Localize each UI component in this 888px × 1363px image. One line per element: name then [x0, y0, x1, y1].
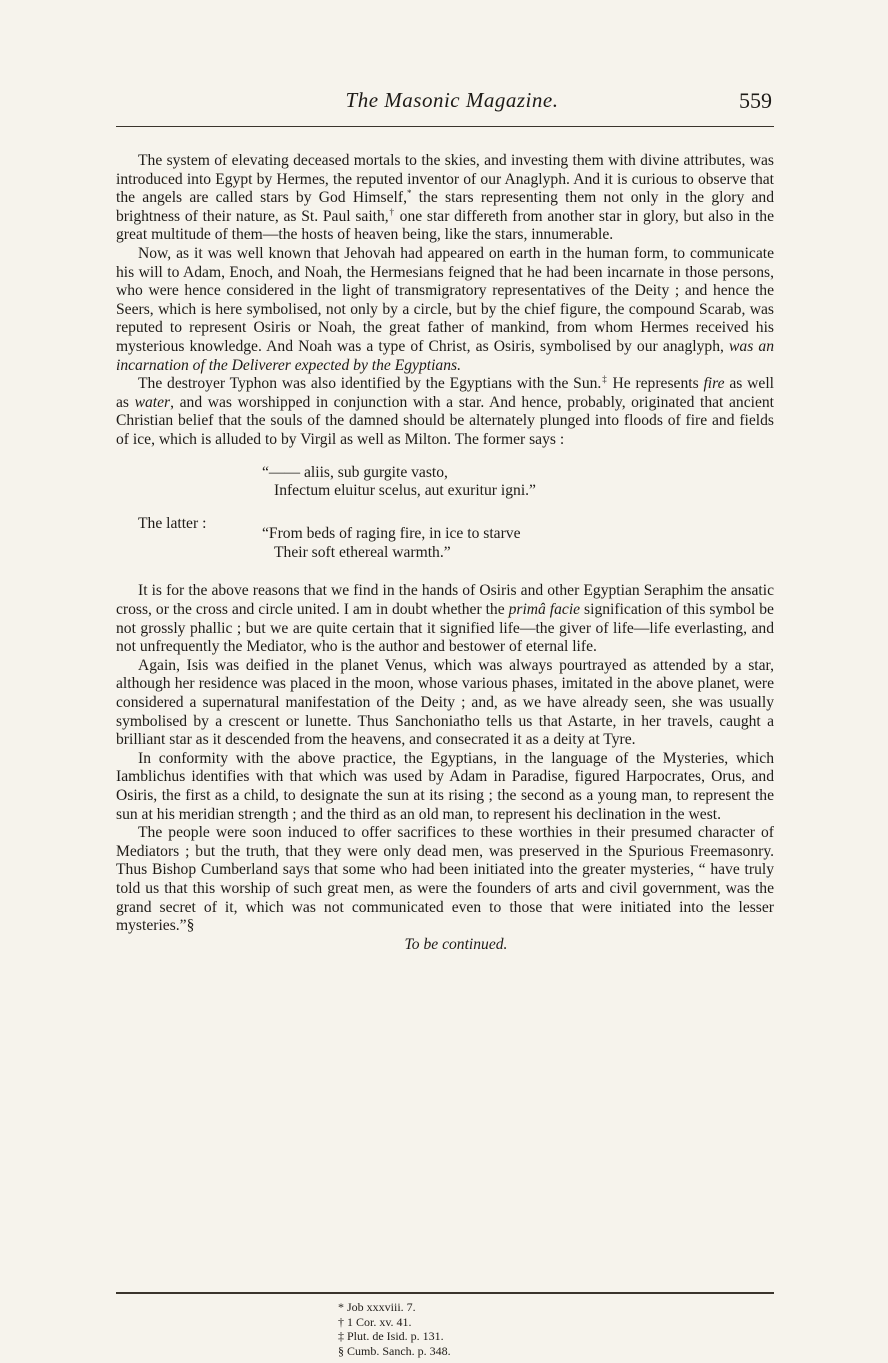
header-rule: [116, 126, 774, 127]
running-header: [112, 88, 772, 118]
footnote: † 1 Cor. xv. 41.: [338, 1314, 412, 1329]
verse-virgil: [262, 464, 774, 501]
footnote-rule: [116, 1292, 774, 1294]
to-be-continued: To be continued.: [404, 935, 508, 953]
footnote-marker: ‡: [601, 373, 608, 384]
paragraph-1: The system of elevating deceased mortals to the skies, and investing them with divine attributes, was introduced into Egypt by Hermes, the reputed inventor of our Anaglyph. And it is curious to observe that the angels are called stars by God Himself,* the stars representing them not only in the glory and brightness of their nature, as St. Paul saith,† one star differeth from another star in glory, but also in the great multitude of them—the hosts of heaven being, like the stars, innumerable.: [116, 152, 774, 244]
verse-milton: [262, 525, 774, 562]
paragraph-7: The people were soon induced to offer sacrifices to these worthies in their presumed character of Mediators ; but the truth, that they were only dead men, was preserved in the Spurious Freemasonry. Thus Bishop Cumberland says that some who had been initiated into the greater mysteries, “ have truly told us that this worship of such great men, as were the founders of arts and civil government, was the grand secret of it, which was not communicated even to those that were initiated into the lesser mysteries.”§: [116, 824, 774, 935]
paragraph-2: Now, as it was well known that Jehovah had appeared on earth in the human form, to communicate his will to Adam, Enoch, and Noah, the Hermesians feigned that he had been incarnate in those persons, who were hence considered in the light of transmigratory representatives of the Deity ; and hence the Seers, which is here symbolised, not only by a circle, but by the chief figure, the compound Scarab, was reputed to represent Osiris or Noah, the great father of mankind, from whom Hermes received his mysterious knowledge. And Noah was a type of Christ, as Osiris, symbolised by our anaglyph, was an incarnation of the Deliverer expected by the Egyptians.: [116, 244, 774, 374]
paragraph-5: Again, Isis was deified in the planet Venus, which was always pourtrayed as attended by a star, although her residence was placed in the moon, whose various phases, imitated in the above planet, were considered a supernatural manifestation of the Deity ; and, as we have already seen, she was usually symbolised by a crescent or lunette. Thus Sanchoniatho tells us that Astarte, in her travels, caught a brilliant star as it descended from the heavens, and consecrated it as a deity at Tyre.: [116, 656, 774, 749]
footnote: * Job xxxviii. 7.: [338, 1300, 416, 1314]
verse-line: Infectum eluitur scelus, aut exuritur igni.”: [274, 482, 536, 500]
footnote-marker: †: [388, 206, 395, 217]
footnotes: [338, 1300, 638, 1358]
footnote-marker: *: [406, 188, 412, 198]
paragraph-6: In conformity with the above practice, the Egyptians, in the language of the Mysteries, which Iamblichus identifies with that which was used by Adam in Paradise, figured Harpocrates, Orus, and Osiris, the first as a child, to designate the sun at its rising ; the second as a young man, to represent the sun at his meridian strength ; and the third as an old man, to represent his declination in the west.: [116, 749, 774, 823]
latter-label: The latter :: [138, 514, 207, 532]
verse-line: “From beds of raging fire, in ice to starve: [262, 525, 521, 543]
footnote: ‡ Plut. de Isid. p. 131.: [338, 1329, 444, 1343]
paragraph-3: The destroyer Typhon was also identified by the Egyptians with the Sun.‡ He represents fire as well as water, and was worshipped in conjunction with a star. And hence, probably, originated that ancient Christian belief that the souls of the damned should be alternately plunged into floods of fire and fields of ice, which is alluded to by Virgil as well as Milton. The former says :: [116, 373, 774, 448]
article-body: [116, 152, 774, 954]
footnote: § Cumb. Sanch. p. 348.: [338, 1343, 451, 1358]
footnote-marker: §: [186, 917, 195, 935]
page-number: 559: [739, 88, 772, 113]
verse-line: Their soft ethereal warmth.”: [274, 543, 451, 561]
verse-line: “—— aliis, sub gurgite vasto,: [262, 463, 448, 481]
paragraph-4: It is for the above reasons that we find in the hands of Osiris and other Egyptian Seraphim the ansatic cross, or the cross and circle united. I am in doubt whether the primâ facie signification of this symbol be not grossly phallic ; but we are quite certain that it signified life—the giver of life—life everlasting, and not unfrequently the Mediator, who is the author and bestower of eternal life.: [116, 582, 774, 656]
magazine-title: The Masonic Magazine.: [345, 88, 559, 112]
